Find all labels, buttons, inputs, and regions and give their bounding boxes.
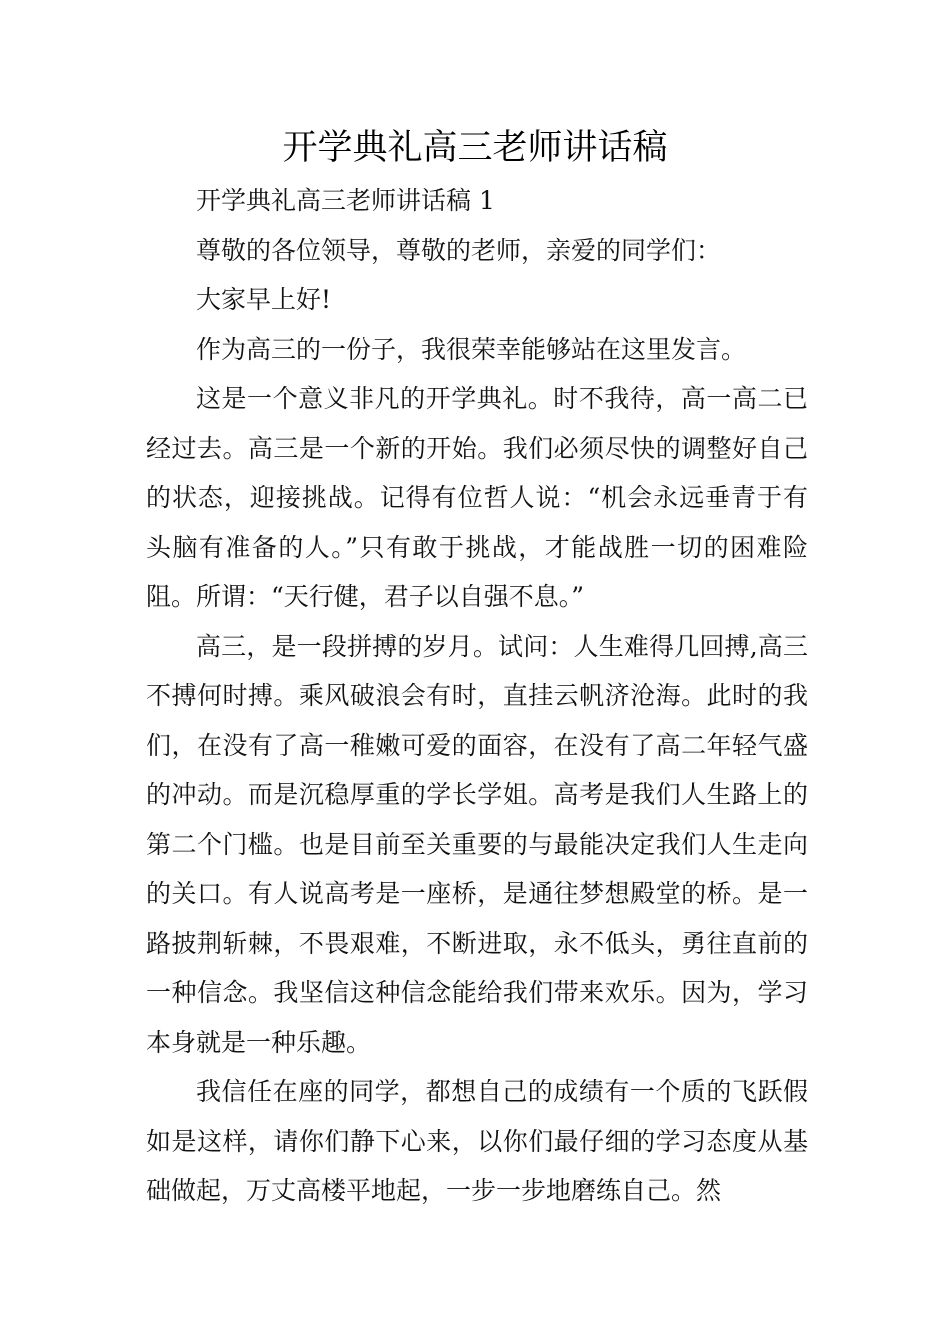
paragraph-greeting: 大家早上好!	[196, 285, 332, 314]
paragraph-body: 这是一个意义非凡的开学典礼。时不我待，高一高二已经过去。高三是一个新的开始。我们必须尽快的调整好自己的状态，迎接挑战。记得有位哲人说：“机会永远垂青于有头脑有准备的人。”只有敢于挑战，才能战胜一切的困难险阻。所谓：“天行健，君子以自强不息。”	[146, 384, 808, 611]
paragraph-intro: 作为高三的一份子，我很荣幸能够站在这里发言。	[196, 334, 747, 364]
paragraph-salutation: 尊敬的各位领导，尊敬的老师，亲爱的同学们：	[196, 235, 722, 265]
document-title: 开学典礼高三老师讲话稿	[282, 128, 668, 168]
paragraph-body: 我信任在座的同学，都想自己的成绩有一个质的飞跃假如是这样，请你们静下心来，以你们最仔细的学习态度从基础做起，万丈高楼平地起，一步一步地磨练自己。然	[146, 1077, 808, 1205]
paragraph-heading: 开学典礼高三老师讲话稿 1	[196, 186, 495, 215]
document-body	[146, 176, 808, 1216]
paragraph-body: 高三，是一段拼搏的岁月。试问：人生难得几回搏,高三不搏何时搏。乘风破浪会有时，直挂云帆济沧海。此时的我们，在没有了高一稚嫩可爱的面容，在没有了高二年轻气盛的冲动。而是沉稳厚重的学长学姐。高考是我们人生路上的第二个门槛。也是目前至关重要的与最能决定我们人生走向的关口。有人说高考是一座桥，是通往梦想殿堂的桥。是一路披荆斩棘，不畏艰难，不断进取，永不低头，勇往直前的一种信念。我坚信这种信念能给我们带来欢乐。因为，学习本身就是一种乐趣。	[146, 631, 808, 1057]
